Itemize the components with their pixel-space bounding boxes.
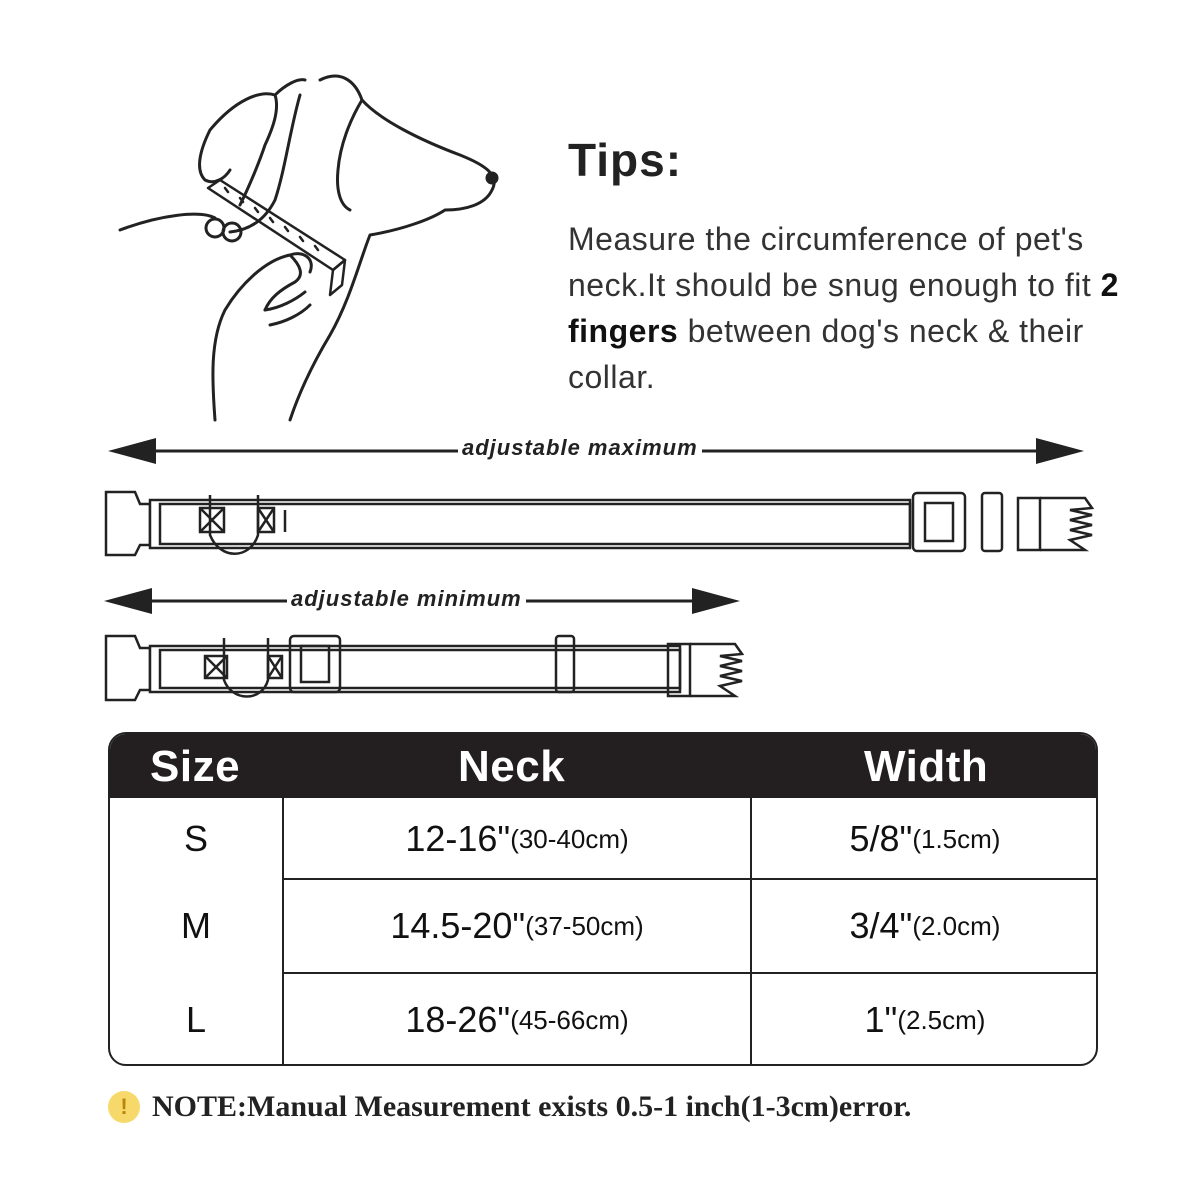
tips-title: Tips: xyxy=(568,134,683,186)
neck-inches: 18-26" xyxy=(405,999,511,1040)
warning-icon: ! xyxy=(108,1091,140,1123)
note-text: NOTE:Manual Measurement exists 0.5-1 inch(1-3cm)error. xyxy=(152,1090,912,1123)
size-cell-s: S xyxy=(183,818,208,859)
table-header xyxy=(110,734,1096,798)
width-cell-l xyxy=(752,974,1098,1066)
tips-body-part1: Measure the circumference of pet's neck.It should be snug enough to fit xyxy=(568,221,1101,303)
size-cell-l: L xyxy=(185,999,207,1040)
min-collar xyxy=(106,636,742,700)
neck-inches: 14.5-20" xyxy=(390,905,526,946)
max-collar xyxy=(106,492,1092,555)
neck-cm: (45-66cm) xyxy=(510,1004,629,1035)
width-inches: 5/8" xyxy=(849,818,913,859)
note xyxy=(108,1090,1168,1124)
neck-inches: 12-16" xyxy=(405,818,511,859)
width-cm: (1.5cm) xyxy=(912,823,1001,854)
tips-body-bold: 2 fingers xyxy=(568,267,1119,349)
width-cell-s xyxy=(752,800,1098,878)
neck-cell-l xyxy=(284,974,750,1066)
neck-cell-s xyxy=(284,800,750,878)
header-size: Size xyxy=(150,742,241,791)
neck-cm: (30-40cm) xyxy=(510,823,629,854)
width-cm: (2.5cm) xyxy=(897,1004,986,1035)
tips-body-part2: between dog's neck & their collar. xyxy=(568,313,1084,395)
width-cm: (2.0cm) xyxy=(912,910,1001,941)
adjustable-minimum-label: adjustable minimum xyxy=(287,586,526,612)
size-cell-m: M xyxy=(181,905,211,946)
neck-cm: (37-50cm) xyxy=(525,910,644,941)
size-table xyxy=(108,732,1098,1066)
header-width: Width xyxy=(864,742,989,791)
width-cell-m xyxy=(752,880,1098,972)
header-neck: Neck xyxy=(458,742,566,791)
neck-cell-m xyxy=(284,880,750,972)
width-inches: 3/4" xyxy=(849,905,913,946)
width-inches: 1" xyxy=(864,999,898,1040)
adjustable-maximum-label: adjustable maximum xyxy=(458,435,702,461)
